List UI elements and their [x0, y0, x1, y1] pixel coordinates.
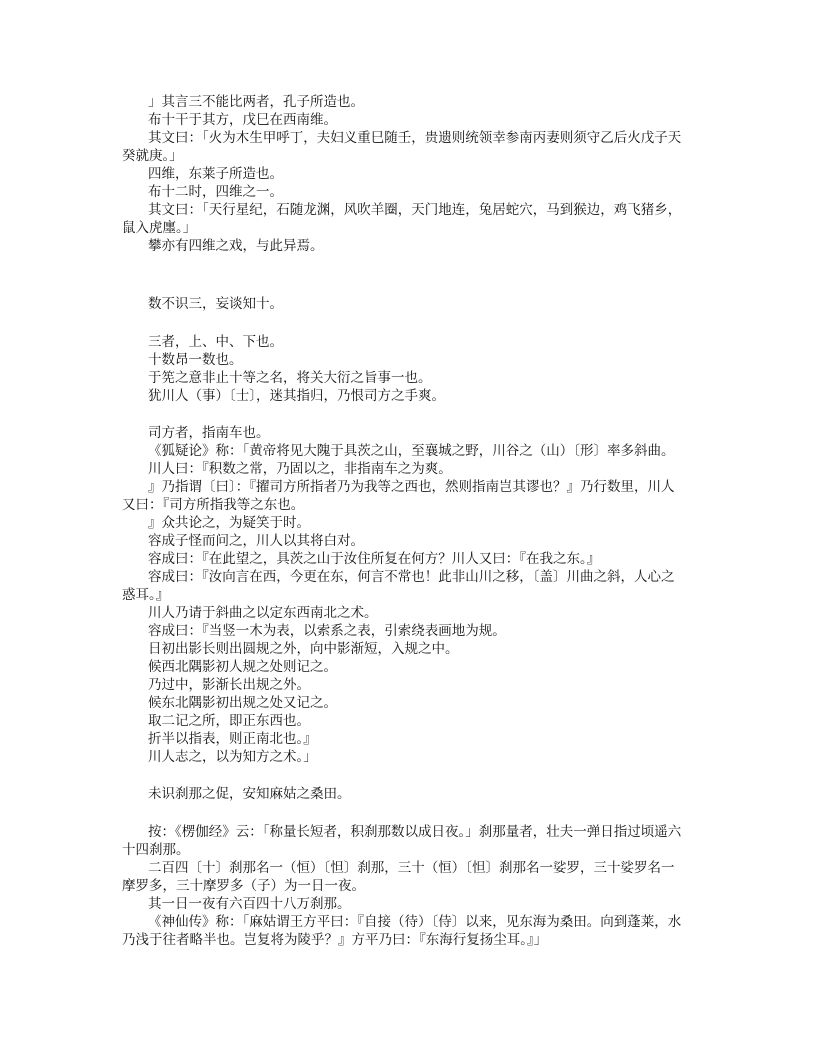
- text-line: 攀亦有四维之戏，与此异焉。: [148, 238, 324, 254]
- text-line: 四维，东莱子所造也。: [148, 166, 283, 182]
- section-heading: 数不识三，妄谈知十。: [148, 296, 283, 312]
- text-line: 容成曰：『汝向言在西，今更在东，何言不常也！此非山川之移，〔盖〕川曲之斜，人心之: [148, 569, 675, 585]
- text-line: 癸就庚。」: [122, 148, 183, 164]
- text-line: 于筅之意非止十等之名，将关大衍之旨事一也。: [148, 370, 432, 386]
- text-line: 十数昂一数也。: [148, 352, 243, 368]
- text-line: 司方者，指南车也。: [148, 425, 270, 441]
- text-line: 」其言三不能比两者，孔子所造也。: [148, 94, 364, 110]
- text-line: 容成子怪而问之，川人以其将白对。: [148, 533, 364, 549]
- text-line: 布十二时，四维之一。: [148, 184, 283, 200]
- text-line: 其一日一夜有六百四十八万刹那。: [148, 896, 351, 912]
- text-line: 《狐疑论》称：「黄帝将见大隗于具茨之山，至襄城之野，川谷之（山）〔形〕率多斜曲。: [148, 443, 675, 459]
- text-line: 候东北隅影初出规之处又记之。: [148, 695, 337, 711]
- text-line: 犹川人（事）〔士〕，迷其指归，乃恨司方之手爽。: [148, 388, 445, 404]
- text-line: 按：《楞伽经》云：「称量长短者，积刹那数以成日夜。」刹那量者，壮夫一弹日指过顷遥六: [148, 824, 682, 840]
- text-line: 摩罗多，三十摩罗多（子）为一日一夜。: [122, 878, 365, 894]
- text-line: 』乃指谓〔曰〕：『擢司方所指者乃为我等之西也，然则指南岂其谬也？』乃行数里，川人: [148, 479, 675, 495]
- text-line: 其文曰：「火为木生甲呼丁，夫妇义重巳随壬，贵遗则统领幸参南丙妻则须守乙后火戊子天: [148, 130, 682, 146]
- text-line: 惑耳。』: [122, 587, 170, 603]
- text-line: 川人志之，以为知方之术。」: [148, 749, 317, 765]
- text-line: 容成曰：『当竖一木为表，以索系之表，引索绕表画地为规。: [148, 623, 506, 639]
- text-line: 布十干于其方，戊巳在西南维。: [148, 112, 337, 128]
- text-line: 日初出影长则出圆规之外，向中影渐短，入规之中。: [148, 641, 459, 657]
- text-line: 《神仙传》称：「麻姑谓王方平曰：『自接（待）〔侍〕以来，见东海为桑田。向到蓬莱，水: [148, 914, 682, 930]
- text-line: 又曰：『司方所指我等之东也。: [122, 497, 305, 513]
- text-line: 候西北隅影初人规之处则记之。: [148, 659, 337, 675]
- text-line: 其文曰：「天行星纪，石随龙渊，风吹羊圈，天门地连，兔居蛇穴，马到猴边，鸡飞猪乡，: [148, 202, 682, 218]
- text-line: 川人乃请于斜曲之以定东西南北之术。: [148, 605, 378, 621]
- text-line: 鼠入虎廛。」: [122, 220, 197, 236]
- text-line: 十四刹那。: [122, 842, 190, 858]
- section-heading: 未识刹那之促，安知麻姑之桑田。: [148, 786, 351, 802]
- text-line: 乃过中，影渐长出规之外。: [148, 677, 310, 693]
- text-line: 折半以指表，则正南北也。』: [148, 731, 317, 747]
- text-line: 三者，上、中、下也。: [148, 334, 283, 350]
- text-line: 川人曰：『积数之常，乃固以之，非指南车之为爽。: [148, 461, 452, 477]
- text-line: 容成曰：『在此望之，具茨之山于汝住所复在何方？川人又曰：『在我之东。』: [148, 551, 601, 567]
- text-line: 』众共论之，为疑笑于时。: [148, 515, 310, 531]
- text-line: 二百四〔十〕刹那名一（恒）〔怛〕刹那，三十（恒）〔怛〕刹那名一娑罗，三十娑罗名一: [148, 860, 675, 876]
- text-line: 乃浅于往者略半也。岂复将为陵乎？』方平乃曰：『东海行复扬尘耳。』」: [122, 932, 548, 948]
- text-line: 取二记之所，即正东西也。: [148, 713, 310, 729]
